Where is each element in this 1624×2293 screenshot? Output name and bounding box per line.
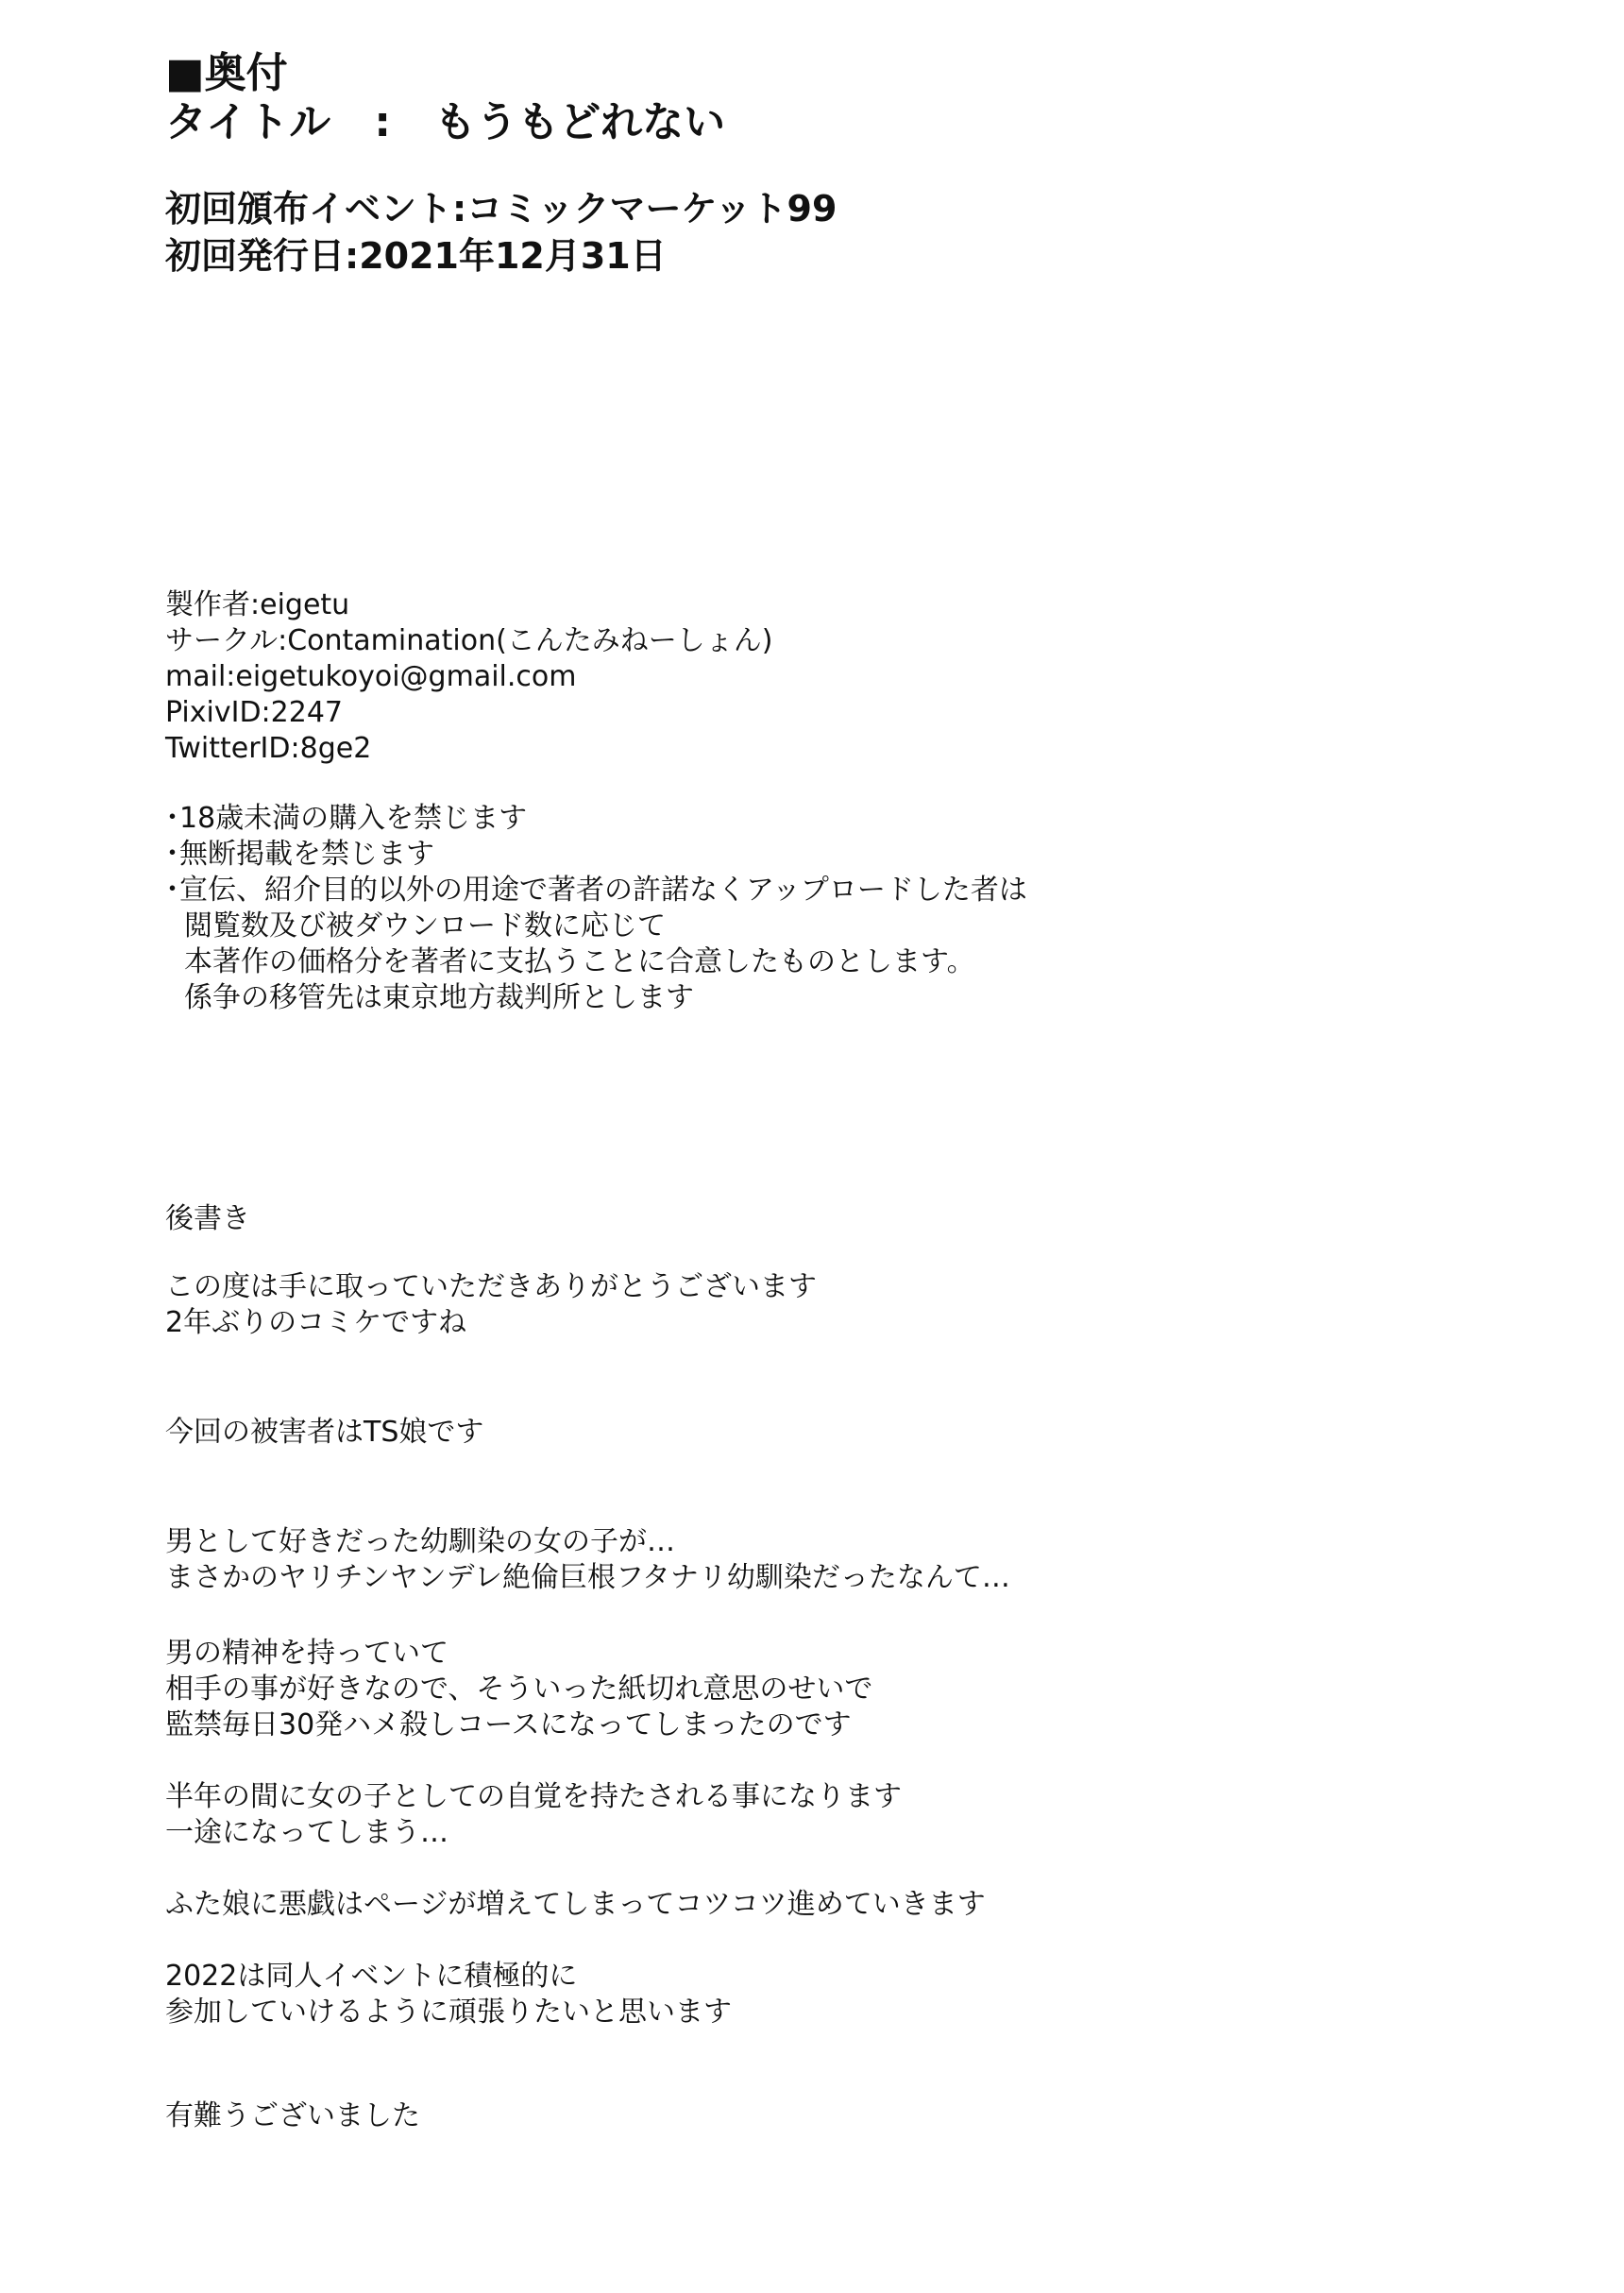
afterword-line: 監禁毎日30発ハメ殺しコースになってしまったのです (165, 1708, 852, 1741)
notice-line: 係争の移管先は東京地方裁判所とします (184, 981, 694, 1014)
title-value: もうもどれない (434, 98, 726, 146)
afterword-heading-text: 後書き (165, 1202, 250, 1235)
afterword-line: ふた娘に悪戯はページが増えてしまってコツコツ進めていきます (165, 1888, 986, 1921)
afterword-line: 相手の事が好きなので、そういった紙切れ意思のせいで (165, 1673, 873, 1706)
pixiv-line: PixivID:2247 (165, 696, 344, 729)
afterword-line: 半年の間に女の子としての自覚を持たされる事になります (165, 1780, 902, 1813)
credits (165, 587, 773, 767)
date-line: 初回発行日:2021年12月31日 (165, 235, 667, 277)
afterword-line: まさかのヤリチンヤンデレ絶倫巨根フタナリ幼馴染だったなんて… (165, 1561, 1010, 1594)
afterword-paragraph (165, 1887, 986, 1923)
afterword-paragraph (165, 1524, 1010, 1596)
afterword-line: 一途になってしまう… (165, 1816, 448, 1849)
notice-line: ･宣伝、紹介目的以外の用途で著者の許諾なくアップロードした者は (165, 874, 1027, 907)
notice-line: 閲覧数及び被ダウンロード数に応じて (184, 909, 666, 943)
afterword-line: 2022は同人イベントに積極的に (165, 1960, 578, 1993)
notice-line: 本著作の価格分を著者に支払うことに合意したものとします。 (184, 945, 975, 978)
afterword-line: 参加していけるように頑張りたいと思います (165, 1996, 732, 2029)
afterword-paragraph (165, 1269, 817, 1341)
afterword-paragraph (165, 1779, 902, 1851)
notice-line: ･18歳未満の購入を禁じます (165, 802, 528, 835)
mail-line: mail:eigetukoyoi@gmail.com (165, 660, 577, 693)
afterword-line: 男の精神を持っていて (165, 1637, 448, 1670)
colophon-heading: ■奥付 (165, 49, 288, 97)
afterword-heading (165, 1201, 250, 1237)
afterword-line: この度は手に取っていただきありがとうございます (165, 1270, 817, 1303)
afterword-paragraph (165, 1959, 732, 2030)
afterword-closing (165, 2098, 420, 2134)
notice-line: ･無断掲載を禁じます (165, 838, 434, 871)
afterword-line: 男として好きだった幼馴染の女の子が… (165, 1525, 675, 1558)
closing-line: 有難うございました (165, 2099, 420, 2132)
notices (165, 801, 1027, 1016)
afterword-line: 2年ぶりのコミケですね (165, 1306, 467, 1339)
author-line: 製作者:eigetu (165, 588, 350, 621)
title-row (165, 98, 725, 147)
title-label: タイトル (165, 98, 331, 146)
afterword-paragraph (165, 1415, 483, 1451)
circle-line: サークル:Contamination(こんたみねーしょん) (165, 624, 773, 657)
colophon-header (165, 49, 725, 147)
title-separator: : (374, 98, 391, 146)
twitter-line: TwitterID:8ge2 (165, 732, 372, 765)
afterword-paragraph (165, 1636, 872, 1743)
afterword-line: 今回の被害者はTS娘です (165, 1416, 484, 1449)
publication-info (165, 185, 837, 280)
event-line: 初回頒布イベント:コミックマーケット99 (165, 188, 837, 229)
